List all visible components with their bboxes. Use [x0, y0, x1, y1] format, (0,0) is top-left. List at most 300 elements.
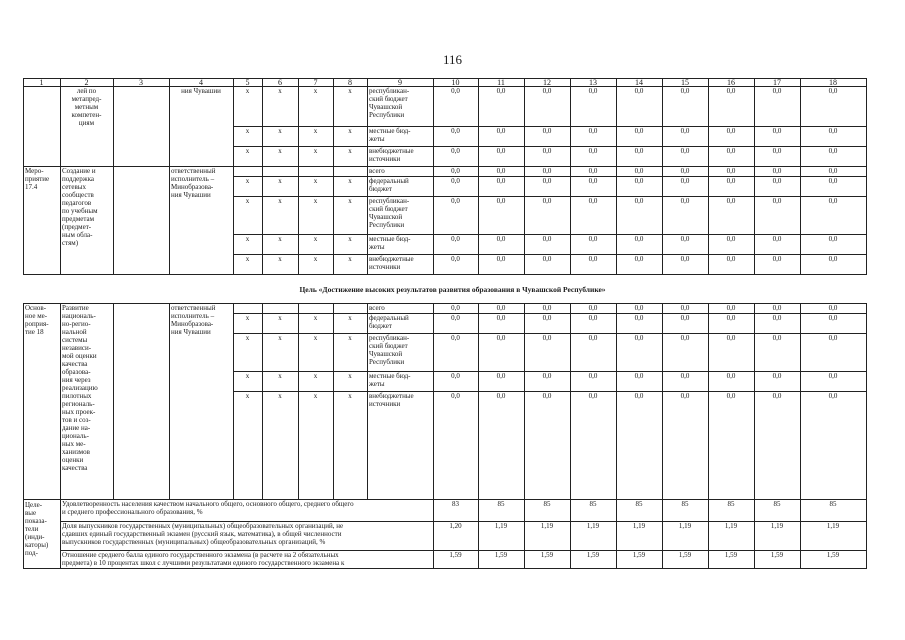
event-17-4-row-value: 0,0 — [772, 177, 782, 185]
table-rule — [662, 303, 663, 499]
main-event-18-row-value: 0,0 — [451, 372, 460, 380]
continued-row-x-mark: х — [245, 87, 250, 95]
table-rule — [478, 499, 479, 568]
table-rule — [113, 303, 114, 499]
main-event-18-row-x-mark: х — [245, 314, 250, 322]
main-event-18-row-value: 0,0 — [634, 304, 644, 312]
event-17-4-row-value: 0,0 — [451, 235, 460, 243]
indicator-value: 1,19 — [586, 522, 600, 530]
main-event-18-row-value: 0,0 — [588, 334, 598, 342]
main-event-18-row-x-mark: х — [348, 314, 352, 322]
event-17-4-row-value: 0,0 — [496, 167, 506, 175]
event-17-4-row-funding-source: местные бюд- жеты — [369, 235, 411, 251]
column-number-14: 14 — [635, 78, 643, 87]
continued-row-value: 0,0 — [772, 87, 782, 95]
table-rule — [113, 86, 114, 274]
continued-row-x-mark: х — [348, 147, 352, 155]
event-17-4-row-x-mark: х — [245, 235, 250, 243]
continued-row-x-mark: х — [278, 127, 282, 135]
table-rule — [23, 274, 867, 275]
table-rule — [262, 86, 263, 274]
main-event-18-row-value: 0,0 — [542, 304, 552, 312]
main-event-18-row-value: 0,0 — [680, 304, 690, 312]
main-event-18-row-value: 0,0 — [680, 392, 690, 400]
main-event-18-row-value: 0,0 — [496, 372, 506, 380]
continued-row-value: 0,0 — [542, 87, 552, 95]
table-rule — [233, 333, 867, 334]
table-rule — [333, 78, 334, 86]
event-17-4-row-x-mark: х — [348, 197, 352, 205]
main-event-18-row-value: 0,0 — [680, 334, 690, 342]
event-17-4-row-value: 0,0 — [496, 177, 506, 185]
main-event-18-row-funding-source: внебюджетные источники — [369, 392, 414, 408]
main-event-18-row-value: 0,0 — [772, 334, 782, 342]
main-event-18-row-value: 0,0 — [726, 334, 736, 342]
indicator-value: 1,59 — [724, 551, 738, 559]
main-event-18-row-value: 0,0 — [634, 334, 644, 342]
event-17-4-row-value: 0,0 — [726, 235, 736, 243]
table-rule — [298, 303, 299, 499]
indicator-value: 1,59 — [494, 551, 508, 559]
main-event-18-row-value: 0,0 — [496, 392, 506, 400]
event-17-4-row-value: 0,0 — [451, 255, 460, 263]
table-rule — [60, 521, 867, 522]
table-rule — [524, 499, 525, 568]
continued-row-value: 0,0 — [451, 127, 460, 135]
column-number-13: 13 — [589, 78, 597, 87]
table-rule — [708, 499, 709, 568]
main-event-18-row-value: 0,0 — [451, 334, 460, 342]
main-event-18-row-value: 0,0 — [588, 304, 598, 312]
indicator-value: 85 — [635, 500, 643, 508]
event-17-4-row-value: 0,0 — [772, 235, 782, 243]
table-rule — [754, 499, 755, 568]
column-number-15: 15 — [681, 78, 689, 87]
indicator-value: 1,19 — [770, 522, 784, 530]
indicator-value: 85 — [727, 500, 735, 508]
main-event-18-row-value: 0,0 — [451, 392, 460, 400]
main-event-18-row-x-mark: х — [245, 392, 250, 400]
continued-row-funding-source: местные бюд- жеты — [369, 127, 411, 143]
column-number-9: 9 — [398, 78, 402, 87]
event-17-4-row-value: 0,0 — [634, 177, 644, 185]
table-rule — [367, 86, 368, 274]
continued-row-value: 0,0 — [828, 147, 838, 155]
main-event-18-row-value: 0,0 — [726, 314, 736, 322]
main-event-18-row-funding-source: местные бюд- жеты — [369, 372, 411, 388]
main-event-18-row-x-mark: х — [278, 334, 282, 342]
main-event-18-row-funding-source: федеральный бюджет — [369, 314, 409, 330]
table-rule — [433, 78, 434, 86]
main-event-18-row-value: 0,0 — [496, 314, 506, 322]
column-number-2: 2 — [84, 78, 89, 87]
event-17-4-row-value: 0,0 — [828, 235, 838, 243]
table-rule — [23, 303, 867, 304]
event-17-4-row-value: 0,0 — [634, 197, 644, 205]
table-rule — [570, 78, 571, 86]
indicator-value: 1,19 — [494, 522, 508, 530]
main-event-18-row-value: 0,0 — [828, 334, 838, 342]
continued-row-value: 0,0 — [726, 87, 736, 95]
event-17-4-row-value: 0,0 — [772, 197, 782, 205]
table-rule — [478, 303, 479, 499]
main-event-18-code: Основ- ное ме- роприя- тие 18 — [25, 304, 49, 336]
indicator-text: Отношение среднего балла единого государственного экзамена (в расчете на 2 обязательных предмета) в 10 процентах школ с лучшими результатами единого государственного экзамена к — [62, 551, 345, 567]
table-rule — [708, 303, 709, 499]
table-rule — [754, 86, 755, 274]
table-rule — [662, 78, 663, 86]
main-event-18-row-value: 0,0 — [772, 314, 782, 322]
main-event-18-row-value: 0,0 — [634, 314, 644, 322]
main-event-18-row-value: 0,0 — [772, 304, 782, 312]
event-17-4-row-value: 0,0 — [496, 255, 506, 263]
main-event-18-row-value: 0,0 — [542, 314, 552, 322]
continued-row-value: 0,0 — [496, 127, 506, 135]
table-rule — [524, 78, 525, 86]
indicator-value: 83 — [452, 500, 459, 508]
table-rule — [298, 78, 299, 86]
main-event-18-row-x-mark: х — [245, 334, 250, 342]
table-rule — [233, 313, 867, 314]
table-rule — [708, 78, 709, 86]
event-17-4-row-value: 0,0 — [542, 167, 552, 175]
indicator-value: 1,19 — [826, 522, 840, 530]
event-17-4-row-funding-source: внебюджетные источники — [369, 255, 414, 271]
table-rule — [433, 86, 434, 274]
continued-row-x-mark: х — [348, 127, 352, 135]
main-event-18-row-value: 0,0 — [726, 372, 736, 380]
continued-row-value: 0,0 — [451, 87, 460, 95]
table-rule — [433, 303, 434, 499]
column-number-17: 17 — [773, 78, 781, 87]
table-rule — [708, 86, 709, 274]
table-rule — [233, 126, 867, 127]
event-17-4-row-value: 0,0 — [828, 167, 838, 175]
continued-row-value: 0,0 — [772, 147, 782, 155]
event-17-4-row-value: 0,0 — [588, 167, 598, 175]
indicator-value: 1,59 — [540, 551, 554, 559]
column-number-12: 12 — [543, 78, 551, 87]
continued-row-funding-source: внебюджетные источники — [369, 147, 414, 163]
table-rule — [233, 254, 867, 255]
event-17-4-row-x-mark: х — [245, 177, 250, 185]
event-17-4-row-x-mark: х — [348, 255, 352, 263]
event-17-4-row-funding-source: всего — [369, 167, 385, 175]
continued-row-value: 0,0 — [588, 147, 598, 155]
table-rule — [233, 391, 867, 392]
event-17-4-executor: ответственный исполнитель – Минобразова- ния Чувашии — [171, 167, 216, 199]
event-17-4-row-x-mark: х — [348, 177, 352, 185]
event-17-4-row-x-mark: х — [313, 177, 318, 185]
main-event-18-row-x-mark: х — [313, 314, 318, 322]
main-event-18-row-x-mark: х — [348, 372, 352, 380]
event-17-4-row-x-mark: х — [278, 177, 282, 185]
table-rule — [662, 499, 663, 568]
event-17-4-row-value: 0,0 — [542, 255, 552, 263]
event-17-4-row-value: 0,0 — [828, 197, 838, 205]
main-event-18-row-value: 0,0 — [726, 304, 736, 312]
event-17-4-row-x-mark: х — [313, 255, 318, 263]
table-rule — [866, 78, 867, 86]
indicator-value: 1,19 — [678, 522, 692, 530]
indicator-value: 1,59 — [826, 551, 840, 559]
page-number: 116 — [442, 52, 463, 67]
table-rule — [570, 86, 571, 274]
event-17-4-row-funding-source: республикан- ский бюджет Чувашской Республики — [369, 197, 410, 229]
indicator-value: 85 — [829, 500, 837, 508]
event-17-4-row-value: 0,0 — [726, 167, 736, 175]
main-event-18-executor: ответственный исполнитель – Минобразова- ния Чувашии — [171, 304, 216, 336]
event-17-4-row-x-mark: х — [278, 255, 282, 263]
event-17-4-row-value: 0,0 — [680, 177, 690, 185]
event-17-4-row-value: 0,0 — [772, 255, 782, 263]
event-17-4-row-value: 0,0 — [680, 167, 690, 175]
event-17-4-row-value: 0,0 — [588, 197, 598, 205]
table-rule — [800, 303, 801, 499]
continued-executor: ния Чувашии — [181, 87, 221, 95]
event-17-4-row-x-mark: х — [278, 197, 282, 205]
event-17-4-row-funding-source: федеральный бюджет — [369, 177, 409, 193]
continued-row-value: 0,0 — [588, 87, 598, 95]
continued-row-x-mark: х — [278, 87, 282, 95]
main-event-18-row-x-mark: х — [313, 334, 318, 342]
table-rule — [800, 78, 801, 86]
main-event-18-row-value: 0,0 — [496, 334, 506, 342]
table-rule — [800, 86, 801, 274]
indicator-value: 1,20 — [449, 522, 462, 530]
indicator-value: 1,19 — [540, 522, 554, 530]
table-rule — [60, 303, 61, 499]
continued-row-value: 0,0 — [828, 127, 838, 135]
continued-row-value: 0,0 — [634, 127, 644, 135]
main-event-18-row-value: 0,0 — [634, 372, 644, 380]
event-17-4-row-value: 0,0 — [634, 255, 644, 263]
indicator-value: 1,59 — [678, 551, 692, 559]
table-rule — [866, 86, 867, 274]
continued-row-value: 0,0 — [496, 147, 506, 155]
table-rule — [60, 499, 61, 568]
event-17-4-row-x-mark: х — [313, 235, 318, 243]
main-event-18-row-x-mark: х — [278, 392, 282, 400]
continued-row-value: 0,0 — [680, 147, 690, 155]
table-rule — [23, 568, 867, 569]
table-rule — [570, 303, 571, 499]
event-17-4-row-value: 0,0 — [451, 197, 460, 205]
column-number-1: 1 — [39, 78, 44, 87]
main-event-18-row-x-mark: х — [278, 314, 282, 322]
event-17-4-row-value: 0,0 — [451, 167, 460, 175]
event-17-4-row-value: 0,0 — [542, 177, 552, 185]
main-event-18-row-value: 0,0 — [542, 392, 552, 400]
column-number-10: 10 — [451, 78, 460, 87]
table-rule — [23, 78, 24, 86]
main-event-18-row-value: 0,0 — [588, 314, 598, 322]
event-17-4-name: Создание и поддержка сетевых сообществ педагогов по учебным предметам (предмет- ным обла- стям) — [62, 167, 98, 247]
main-event-18-row-funding-source: всего — [369, 304, 385, 312]
main-event-18-row-value: 0,0 — [542, 334, 552, 342]
table-rule — [616, 86, 617, 274]
table-rule — [233, 303, 234, 499]
event-17-4-row-value: 0,0 — [496, 197, 506, 205]
continued-row-value: 0,0 — [828, 87, 838, 95]
indicator-value: 85 — [543, 500, 551, 508]
column-number-3: 3 — [139, 78, 143, 87]
event-17-4-row-value: 0,0 — [726, 255, 736, 263]
indicator-value: 1,59 — [632, 551, 646, 559]
table-rule — [262, 78, 263, 86]
main-event-18-row-value: 0,0 — [772, 392, 782, 400]
event-17-4-row-x-mark: х — [313, 197, 318, 205]
continued-row-value: 0,0 — [772, 127, 782, 135]
main-event-18-row-value: 0,0 — [680, 314, 690, 322]
table-rule — [233, 371, 867, 372]
event-17-4-row-x-mark: х — [348, 235, 352, 243]
event-17-4-row-value: 0,0 — [828, 177, 838, 185]
indicator-value: 85 — [589, 500, 597, 508]
table-rule — [23, 86, 24, 274]
continued-row-funding-source: республикан- ский бюджет Чувашской Республики — [369, 87, 410, 119]
main-event-18-row-x-mark: х — [313, 392, 318, 400]
table-rule — [233, 176, 867, 177]
event-17-4-row-value: 0,0 — [451, 177, 460, 185]
indicator-value: 85 — [773, 500, 781, 508]
table-rule — [169, 86, 170, 274]
column-number-11: 11 — [497, 78, 505, 87]
table-rule — [233, 234, 867, 235]
continued-row-value: 0,0 — [726, 147, 736, 155]
column-number-18: 18 — [829, 78, 837, 87]
event-17-4-row-value: 0,0 — [588, 255, 598, 263]
continued-row-value: 0,0 — [542, 147, 552, 155]
column-number-4: 4 — [199, 78, 203, 87]
event-17-4-row-value: 0,0 — [726, 177, 736, 185]
continued-row-value: 0,0 — [680, 87, 690, 95]
table-rule — [298, 86, 299, 274]
column-number-7: 7 — [313, 78, 318, 87]
continued-row-x-mark: х — [245, 127, 250, 135]
main-event-18-row-x-mark: х — [348, 392, 352, 400]
continued-row-x-mark: х — [278, 147, 282, 155]
table-rule — [616, 303, 617, 499]
table-rule — [866, 499, 867, 568]
table-rule — [524, 303, 525, 499]
event-17-4-row-value: 0,0 — [496, 235, 506, 243]
main-event-18-row-x-mark: х — [245, 372, 250, 380]
main-event-18-row-value: 0,0 — [772, 372, 782, 380]
table-rule — [524, 86, 525, 274]
indicator-value: 1,59 — [586, 551, 600, 559]
main-event-18-row-x-mark: х — [348, 334, 352, 342]
main-event-18-row-value: 0,0 — [542, 372, 552, 380]
column-number-16: 16 — [727, 78, 735, 87]
table-rule — [616, 499, 617, 568]
event-17-4-row-value: 0,0 — [726, 197, 736, 205]
table-rule — [23, 303, 24, 499]
table-rule — [113, 78, 114, 86]
event-17-4-row-value: 0,0 — [634, 167, 644, 175]
indicator-value: 1,59 — [770, 551, 784, 559]
continued-row-x-mark: х — [313, 87, 318, 95]
table-rule — [23, 166, 867, 167]
indicator-value: 1,19 — [724, 522, 738, 530]
column-number-8: 8 — [348, 78, 352, 87]
main-event-18-row-value: 0,0 — [828, 372, 838, 380]
continued-row-x-mark: х — [313, 127, 318, 135]
table-rule — [60, 78, 61, 86]
main-event-18-row-value: 0,0 — [634, 392, 644, 400]
table-rule — [60, 86, 61, 274]
main-event-18-name: Развитие националь- но-регио- нальной системы независи- мой оценки качества образова- ния через реализацию пилотных региональ- ных проек- тов и соз- дание на- циональ- ных ме- ханизмов оценки качества — [62, 304, 98, 472]
continued-row-value: 0,0 — [588, 127, 598, 135]
table-rule — [367, 303, 368, 499]
continued-row-value: 0,0 — [680, 127, 690, 135]
continued-row-value: 0,0 — [496, 87, 506, 95]
indicator-value: 1,59 — [449, 551, 462, 559]
main-event-18-row-x-mark: х — [313, 372, 318, 380]
table-rule — [754, 303, 755, 499]
table-rule — [478, 78, 479, 86]
indicator-value: 85 — [497, 500, 505, 508]
continued-row-value: 0,0 — [634, 147, 644, 155]
event-17-4-row-x-mark: х — [245, 255, 250, 263]
table-rule — [233, 86, 234, 274]
table-rule — [262, 303, 263, 499]
event-17-4-row-value: 0,0 — [680, 197, 690, 205]
main-event-18-row-value: 0,0 — [496, 304, 506, 312]
table-rule — [169, 78, 170, 86]
table-rule — [169, 303, 170, 499]
table-rule — [333, 303, 334, 499]
table-rule — [866, 303, 867, 499]
main-event-18-row-x-mark: х — [278, 372, 282, 380]
table-rule — [233, 146, 867, 147]
table-rule — [616, 78, 617, 86]
event-17-4-row-value: 0,0 — [588, 177, 598, 185]
main-event-18-row-value: 0,0 — [828, 314, 838, 322]
main-event-18-row-value: 0,0 — [726, 392, 736, 400]
event-17-4-row-value: 0,0 — [680, 235, 690, 243]
main-event-18-row-value: 0,0 — [451, 304, 460, 312]
table-rule — [367, 78, 368, 86]
continued-row-x-mark: х — [313, 147, 318, 155]
main-event-18-row-value: 0,0 — [680, 372, 690, 380]
table-rule — [478, 86, 479, 274]
table-rule — [233, 196, 867, 197]
table-rule — [662, 86, 663, 274]
table-rule — [433, 499, 434, 568]
continued-row-x-mark: х — [245, 147, 250, 155]
column-number-5: 5 — [245, 78, 250, 87]
indicator-value: 1,19 — [632, 522, 646, 530]
event-17-4-row-value: 0,0 — [828, 255, 838, 263]
event-17-4-row-value: 0,0 — [542, 235, 552, 243]
column-number-6: 6 — [278, 78, 282, 87]
event-17-4-row-value: 0,0 — [542, 197, 552, 205]
continued-row-x-mark: х — [348, 87, 352, 95]
indicator-text: Доля выпускников государственных (муниципальных) общеобразовательных организаций, не сдавших единый государственный экзамен (русский язык, математика), в общей численности выпускников государственных (муниципальных) общеобразовательных организаций, % — [62, 522, 344, 546]
main-event-18-row-value: 0,0 — [451, 314, 460, 322]
main-event-18-row-value: 0,0 — [588, 392, 598, 400]
table-rule — [800, 499, 801, 568]
indicator-value: 85 — [681, 500, 689, 508]
table-rule — [233, 78, 234, 86]
table-rule — [570, 499, 571, 568]
indicator-text: Удовлетворенность населения качеством начального общего, основного общего, среднего общего и среднего профессионального образования, % — [62, 500, 354, 516]
event-17-4-row-x-mark: х — [278, 235, 282, 243]
table-rule — [60, 550, 867, 551]
event-17-4-row-value: 0,0 — [772, 167, 782, 175]
continued-row-value: 0,0 — [726, 127, 736, 135]
